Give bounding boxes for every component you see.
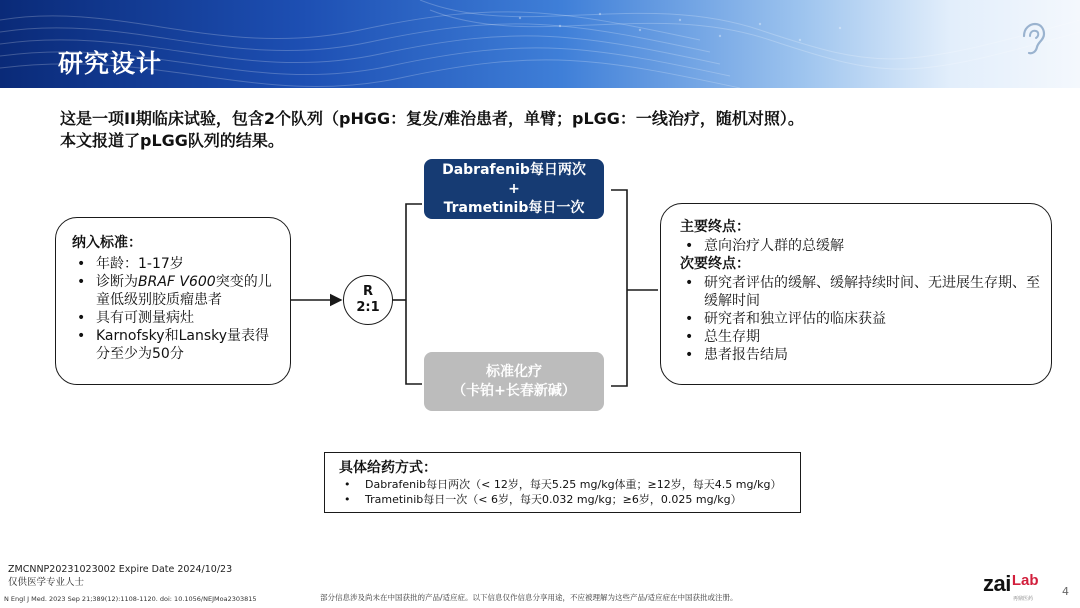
dosing-box <box>324 452 801 513</box>
arm-control <box>424 352 604 411</box>
intro-line-2: 本文报道了pLGG队列的结果。 <box>60 131 284 150</box>
randomization-circle <box>343 275 393 325</box>
footer-code: ZMCNNP20231023002 Expire Date 2024/10/23 <box>8 564 233 575</box>
inclusion-item-measurable-lesion: • 具有可测量病灶 <box>72 309 280 327</box>
arm-experimental-plus: + <box>508 180 520 197</box>
footer-audience: 仅供医学专业人士 <box>8 577 85 588</box>
endpoints-box <box>660 203 1052 385</box>
inclusion-item-age: • 年龄：1-17岁 <box>72 255 280 273</box>
dosing-heading: 具体给药方式： <box>339 460 437 476</box>
right-bracket <box>611 190 627 386</box>
secondary-endpoint-item-clinical-benefit: • 研究者和独立评估的临床获益 <box>680 310 1041 328</box>
secondary-endpoint-list <box>680 274 1041 364</box>
footer-code-block <box>8 563 232 589</box>
dosing-list <box>339 477 790 507</box>
inclusion-criteria-box <box>55 217 291 385</box>
arm-experimental-line-2: Trametinib每日一次 <box>443 199 585 216</box>
arm-experimental-line-1: Dabrafenib每日两次 <box>442 161 586 178</box>
footer-reference: N Engl J Med. 2023 Sep 21;389(12):1108-1120. doi: 10.1056/NEJMoa2303815 <box>4 595 257 603</box>
page-title: 研究设计 <box>58 49 163 78</box>
secondary-endpoint-heading: 次要终点： <box>680 256 750 272</box>
company-logo <box>983 571 1039 602</box>
secondary-endpoint-item-patient-reported: • 患者报告结局 <box>680 346 1041 364</box>
intro-line-1: 这是一项II期临床试验，包含2个队列（pHGG：复发/难治患者，单臂；pLGG：一线治疗，随机对照）。 <box>60 109 804 128</box>
randomization-ratio: 2:1 <box>356 300 380 315</box>
secondary-endpoint-item-overall-survival: • 总生存期 <box>680 328 1041 346</box>
footer-disclaimer: 部分信息涉及尚未在中国获批的产品/适应症。以下信息仅作信息分享用途，不应被理解为这些产品/适应症在中国获批或注册。 <box>320 593 738 602</box>
logo-main-text: zai <box>983 571 1011 596</box>
inclusion-list <box>72 255 280 363</box>
inclusion-item-performance-score: • Karnofsky和Lansky量表得分至少为50分 <box>72 327 280 363</box>
arm-control-line-1: 标准化疗 <box>486 363 542 380</box>
inclusion-heading: 纳入标准： <box>72 235 142 251</box>
arm-experimental <box>424 159 604 219</box>
primary-endpoint-item: • 意向治疗人群的总缓解 <box>680 237 1041 255</box>
left-bracket <box>406 204 422 384</box>
primary-endpoint-heading: 主要终点： <box>680 219 750 235</box>
dosing-item-trametinib: • Trametinib每日一次（< 6岁，每天0.032 mg/kg；≥6岁，0.025 mg/kg） <box>339 492 790 507</box>
dosing-item-dabrafenib: • Dabrafenib每日两次（< 12岁，每天5.25 mg/kg体重；≥12岁，每天4.5 mg/kg） <box>339 477 790 492</box>
logo-chinese-text: 再鼎医药 <box>1013 596 1034 602</box>
secondary-endpoint-item-response: • 研究者评估的缓解、缓解持续时间、无进展生存期、至缓解时间 <box>680 274 1041 310</box>
logo-sub-text: Lab <box>1011 572 1039 589</box>
arm-control-line-2: （卡铂+长春新碱） <box>452 382 576 399</box>
page-number: 4 <box>1062 585 1069 598</box>
primary-endpoint-list <box>680 237 1041 255</box>
randomization-label: R <box>362 284 373 299</box>
inclusion-item-diagnosis: • 诊断为BRAF V600突变的儿童低级别胶质瘤患者 <box>72 273 280 309</box>
